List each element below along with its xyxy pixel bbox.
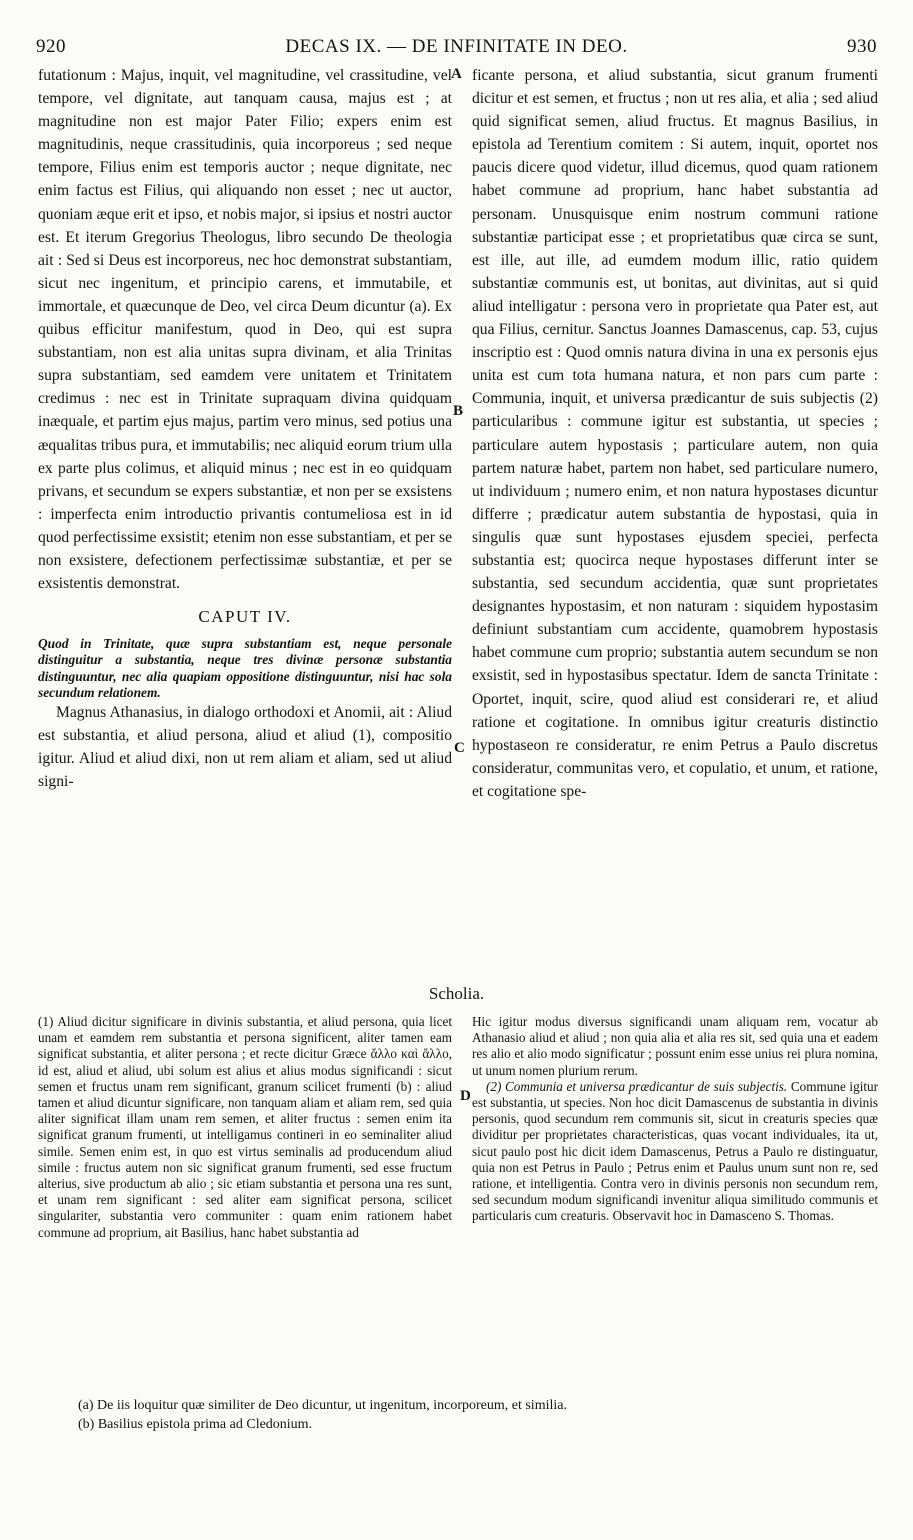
left-paragraph-2: Magnus Athanasius, in dialogo orthodoxi et Anomii, ait : Aliud est substantia, et aliud persona, aliud et aliud (1), compositio igitur. Aliud et aliud dixi, non ut rem aliam et aliam, sed ut aliud signi- [38,704,452,791]
scholia-note-2-text: Commune igitur est substantia, ut species. Non hoc dicit Damascenus de substantia in divinis personis, quod secundum rem communis sit, sicut in creaturis species quæ dividitur per proprietates characteristicas, quas vocant individuales, ita ut, sicut paulo post hic dicit idem Damascenus, Petrus a Paulo re distinguatur, quia non est Petrus in Paulo ; Petrus enim et Paulus unum sunt non re, sed ratione, et intelligentia. Contra vero in divinis personis non secundum rem, sed secundum modum significandi invenitur aliqua similitudo communis et particularis cum creaturis. Observavit hoc in Damasceno S. Thomas. [472,1078,879,1224]
page-number-left: 920 [36,36,66,57]
footnote-a: (a) De iis loquitur quæ similiter de Deo dicuntur, ut ingenitum, incorporeum, et similia. [78,1398,567,1413]
scholia-note-2 [472,1079,878,1225]
margin-marker-a: A [451,66,462,82]
chapter-title: CAPUT IV. [198,607,292,627]
scholia-note-1: (1) Aliud dicitur significare in divinis substantia, et aliud persona, quia licet unam et eamdem rem substantia et persona significent, aliter tamen eam significat substantia, et aliter persona ; et recte dicitur Græce ἄλλο καὶ ἄλλο, id est, aliud et aliud, ubi solum est alius et alius modus significandi : sicut semen et fructus unam rem significant, granum scilicet frumenti (b) : aliud tamen et aliud dicuntur significare, non tanquam aliam et aliam rem, sed quia aliter significat illam unam rem semen, et aliter fructus : semen enim ita significat granum frumenti, ut intelligamus contineri in eo seminaliter aliud simile. Semen enim est, in quo est virtus seminalis ad producendum aliud simile : fructus autem non sic significat granum frumenti, sed esse fructum alterius, sive productum ab alio ; sic etiam substantia et persona una res sunt, et unam rem significant : sed aliter eam significat persona, scilicet singulariter, substantia vero communiter : quam enim rationem habet commune ad proprium, ait Basilius, hanc habet substantia ad [38,1014,452,1240]
footnotes [78,1396,873,1434]
scholia-heading: Scholia. [428,984,485,1003]
scholia-note-2-lead: (2) Communia et universa prædicantur de suis subjectis. [486,1078,788,1094]
left-column [38,64,452,974]
margin-marker-d: D [460,1088,471,1104]
running-header [36,36,877,60]
scholia-right-column [472,1014,878,1384]
page-number-right: 930 [847,36,877,57]
chapter-summary: Quod in Trinitate, quæ supra substantiam est, neque personale distinguitur a substantia, neque tres divinæ personæ substantia distinguuntur, nec alia quapiam oppositione distinguuntur, nisi hac sola secundum relationem. [38,636,452,700]
scholia-note-1-continued: Hic igitur modus diversus significandi unam aliquam rem, vocatur ab Athanasio aliud et aliud ; non quia alia et alia res sit, sed quia una et eadem res alio et alio modo significatur ; possunt enim esse unius rei plura nomina, ut unum nomen plurium rerum. [472,1014,878,1078]
margin-marker-c: C [454,740,465,756]
margin-marker-b: B [453,403,464,419]
scholia-left-column [38,1014,452,1384]
running-title: DECAS IX. — DE INFINITATE IN DEO. [285,36,628,57]
right-paragraph-1: ficante persona, et aliud substantia, sicut granum frumenti dicitur et est semen, et fructus ; non ut res alia, et alia ; sed aliud quid significat semen, aliud fructus. Et magnus Basilius, in epistola ad Terentium comitem : Si autem, inquit, oportet nos paucis dicere quod videtur, illud dicemus, quod quam rationem habet commune ad proprium, hanc habet substantia ad personam. Unusquisque enim nostrum communi ratione substantiæ participat esse ; et proprietatibus quæ circa se sunt, est ille, aut ille, ad eumdem modum illic, ratio quidem substantiæ communis est, ut bonitas, aut divinitas, aut si quid aliud intelligatur : persona vero in proprietate qua Pater est, aut qua Filius, cernitur. Sanctus Joannes Damascenus, cap. 53, cujus inscriptio est : Quod omnis natura divina in una ex personis ejus unita est cum tota humana natura, et non pars cum parte : Communia, inquit, et universa prædicantur de suis subjectis (2) particularibus : commune igitur est substantia, ut species ; particulare autem hypostasis ; particulare autem, non quia partem naturæ habet, partem non habet, sed particulare numero, ut individuum ; numero enim, et non natura hypostases dicuntur differre ; prædicatur autem substantia de hypostasi, quia in singulis quæ sunt hypostases ejusdem speciei, perfecta substantia est; quocirca neque hypostases differunt inter se substantia, sed secundum accidentia, quæ sunt proprietates designantes hypostasim, et non naturam : siquidem hypostasim definiunt substantiam cum accidente, quamobrem hypostasis habet commune cum proprio; substantia autem secundum se non exsistit, sed in hypostasibus spectatur. Idem de sancta Trinitate : Oportet, inquit, scire, quod aliud est considerari re, et aliud ratione et cogitatione. In omnibus igitur creaturis distinctio hypostaseon re consideratur, re enim Petrus a Paulo discretus consideratur, communitas vero, et copulatio, et unum, et ratione, et cogitatione spe- [472,67,878,800]
right-column [472,64,878,974]
left-paragraph-1: futationum : Majus, inquit, vel magnitudine, vel crassitudine, vel tempore, vel dignitate, aut tanquam causa, majus est ; at magnitudine non est major Pater Filio; expers enim est magnitudinis, neque crassitudinis, quia incorporeus ; sed neque tempore, Filius enim est temporis auctor ; neque dignitate, nec enim factus est Filius, qui aliquando non esset ; nec ut auctor, quoniam æque erit et ipso, et nobis major, si ipsius et nostri auctor est. Et iterum Gregorius Theologus, libro secundo De theologia ait : Sed si Deus est incorporeus, nec hoc demonstrat substantiam, sicut nec ingenitum, et principio carens, et immutabile, et immortale, et quæcunque de Deo, vel circa Deum dicuntur (a). Ex quibus efficitur manifestum, quod in Deo, qui est supra substantiam, non est alia unitas supra divinam, et alia Trinitas supra substantiam, sed eamdem vere unitatem et Trinitatem credimus : nec est in Trinitate supraquam divina quidquam inæquale, et partim ejus majus, partim vero minus, sed potius una æqualitas tribus pura, et immutabilis; nec aliquid eorum trium ulla ex parte plus colimus, et aliquid minus ; nec est in eo quidquam privans, et secundum se expers substantiæ, et non per se exsistens : imperfecta enim introductio privantis contumeliosa est in id quod perfectissime exsistit; etenim non esse substantiam, et per se non exsistere, defectionem perfectissimæ substantiæ, et per se exsistentis demonstrat. [38,67,452,593]
footnote-b: (b) Basilius epistola prima ad Cledonium. [78,1417,313,1432]
